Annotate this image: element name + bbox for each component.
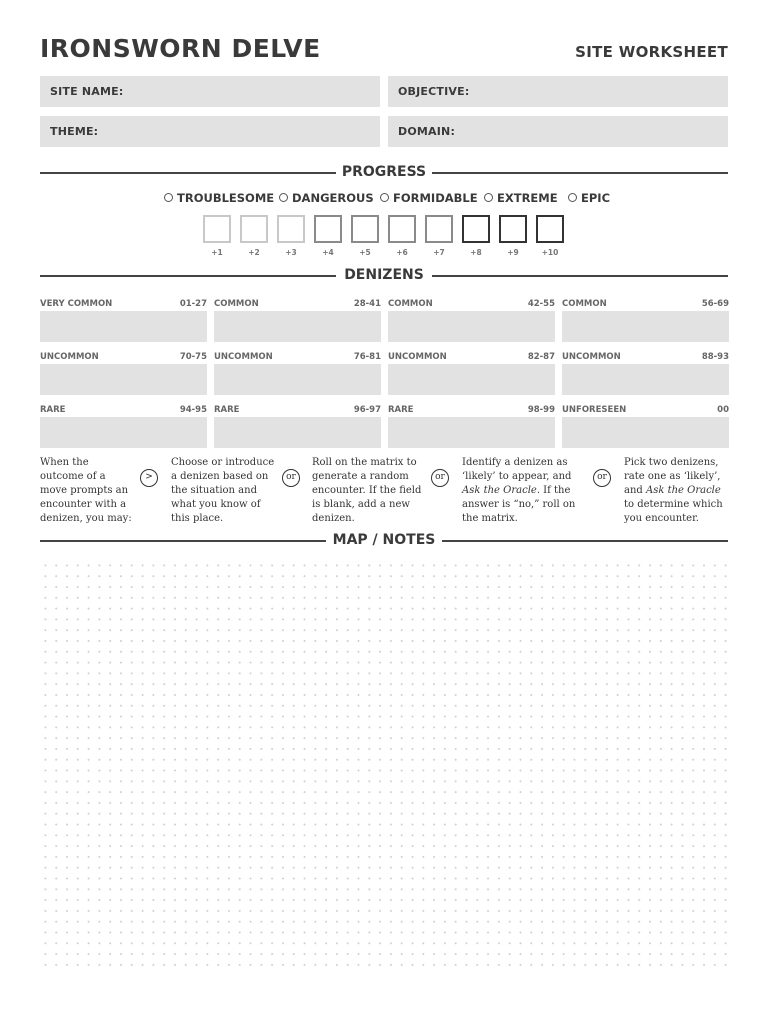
denizen-range: 76-81: [353, 352, 381, 362]
progress-box-label: +7: [433, 248, 445, 257]
progress-box-5[interactable]: [351, 215, 379, 243]
denizen-label: COMMON: [562, 299, 607, 309]
radio-icon[interactable]: [484, 193, 493, 202]
denizen-field-9[interactable]: [40, 417, 207, 448]
denizen-range: 94-95: [179, 405, 207, 415]
denizen-field-8[interactable]: [562, 364, 729, 395]
or-connector: or: [431, 469, 449, 487]
progress-box-label: +8: [470, 248, 482, 257]
progress-box-1[interactable]: [203, 215, 231, 243]
denizen-field-6[interactable]: [214, 364, 381, 395]
denizens-divider-left: [40, 275, 336, 277]
denizen-field-2[interactable]: [214, 311, 381, 342]
denizen-label: COMMON: [388, 299, 433, 309]
or-connector: or: [282, 469, 300, 487]
theme-label: THEME:: [50, 125, 99, 138]
denizen-range: 82-87: [527, 352, 555, 362]
rank-dangerous[interactable]: [279, 191, 374, 205]
denizen-range: 70-75: [179, 352, 207, 362]
denizen-field-7[interactable]: [388, 364, 555, 395]
encounter-option-3: [462, 456, 586, 526]
denizen-label: VERY COMMON: [40, 299, 113, 309]
denizen-range: 00: [717, 405, 729, 415]
denizen-range: 56-69: [701, 299, 729, 309]
rank-label: TROUBLESOME: [177, 191, 275, 205]
rank-label: DANGEROUS: [292, 191, 374, 205]
progress-box-4[interactable]: [314, 215, 342, 243]
denizen-label: UNCOMMON: [388, 352, 447, 362]
option-text: to determine which you encounter.: [624, 499, 723, 524]
site-name-field[interactable]: [40, 76, 380, 107]
radio-icon[interactable]: [568, 193, 577, 202]
progress-box-label: +10: [541, 248, 559, 257]
progress-box-label: +5: [359, 248, 371, 257]
progress-box-label: +1: [211, 248, 223, 257]
progress-box-9[interactable]: [499, 215, 527, 243]
progress-box-3[interactable]: [277, 215, 305, 243]
denizen-label: UNFORESEEN: [562, 405, 627, 415]
radio-icon[interactable]: [279, 193, 288, 202]
map-divider-left: [40, 540, 326, 542]
progress-divider-right: [432, 172, 728, 174]
progress-box-label: +6: [396, 248, 408, 257]
domain-label: DOMAIN:: [398, 125, 456, 138]
domain-field[interactable]: [388, 116, 728, 147]
progress-box-7[interactable]: [425, 215, 453, 243]
rank-epic[interactable]: [568, 191, 610, 205]
progress-divider-left: [40, 172, 336, 174]
denizen-range: 28-41: [353, 299, 381, 309]
encounter-option-1: Choose or introduce a denizen based on the situation and what you know of this place.: [171, 457, 275, 524]
encounter-option-4: [624, 456, 730, 526]
denizen-field-3[interactable]: [388, 311, 555, 342]
denizen-label: UNCOMMON: [562, 352, 621, 362]
denizen-field-5[interactable]: [40, 364, 207, 395]
progress-title: PROGRESS: [341, 164, 427, 180]
denizen-label: UNCOMMON: [40, 352, 99, 362]
encounter-option-2: Roll on the matrix to generate a random encounter. If the field is blank, add a new denizen.: [312, 457, 422, 524]
rank-troublesome[interactable]: [164, 191, 274, 205]
progress-box-label: +2: [248, 248, 260, 257]
map-divider-right: [442, 540, 728, 542]
denizen-label: RARE: [214, 405, 240, 415]
page-subtitle: SITE WORKSHEET: [575, 43, 728, 61]
progress-box-8[interactable]: [462, 215, 490, 243]
denizen-label: UNCOMMON: [214, 352, 273, 362]
objective-label: OBJECTIVE:: [398, 85, 470, 98]
denizen-range: 01-27: [179, 299, 207, 309]
progress-box-label: +9: [507, 248, 519, 257]
denizen-range: 98-99: [527, 405, 555, 415]
rank-label: FORMIDABLE: [393, 191, 478, 205]
denizen-label: RARE: [40, 405, 66, 415]
progress-box-label: +3: [285, 248, 297, 257]
encounter-intro: When the outcome of a move prompts an encounter with a denizen, you may:: [40, 457, 132, 524]
page-title: IRONSWORN DELVE: [40, 34, 321, 63]
denizens-title: DENIZENS: [344, 267, 424, 283]
progress-box-10[interactable]: [536, 215, 564, 243]
denizen-field-11[interactable]: [388, 417, 555, 448]
progress-box-2[interactable]: [240, 215, 268, 243]
rank-formidable[interactable]: [380, 191, 478, 205]
objective-field[interactable]: [388, 76, 728, 107]
option-text: . If the answer is “no,” roll on the matrix.: [462, 485, 576, 524]
option-emphasis: Ask the Oracle: [645, 485, 721, 496]
progress-box-label: +4: [322, 248, 334, 257]
map-title: MAP / NOTES: [332, 532, 436, 548]
option-text: Pick two denizens, rate one as ‘likely’, and: [624, 457, 721, 496]
denizens-divider-right: [432, 275, 728, 277]
denizen-range: 42-55: [527, 299, 555, 309]
denizen-label: COMMON: [214, 299, 259, 309]
site-name-label: SITE NAME:: [50, 85, 124, 98]
radio-icon[interactable]: [380, 193, 389, 202]
rank-extreme[interactable]: [484, 191, 558, 205]
option-text: Identify a denizen as ‘likely’ to appear, and: [462, 457, 572, 482]
denizen-label: RARE: [388, 405, 414, 415]
rank-label: EXTREME: [497, 191, 558, 205]
option-emphasis: Ask the Oracle: [462, 485, 537, 496]
or-connector: or: [593, 469, 611, 487]
denizen-field-12[interactable]: [562, 417, 729, 448]
radio-icon[interactable]: [164, 193, 173, 202]
theme-field[interactable]: [40, 116, 380, 147]
denizen-range: 96-97: [353, 405, 381, 415]
map-notes-dot-grid[interactable]: [40, 560, 728, 970]
rank-label: EPIC: [581, 191, 611, 205]
progress-box-6[interactable]: [388, 215, 416, 243]
arrow-connector: >: [140, 469, 158, 487]
denizen-field-4[interactable]: [562, 311, 729, 342]
denizen-field-1[interactable]: [40, 311, 207, 342]
denizen-field-10[interactable]: [214, 417, 381, 448]
denizen-range: 88-93: [701, 352, 729, 362]
